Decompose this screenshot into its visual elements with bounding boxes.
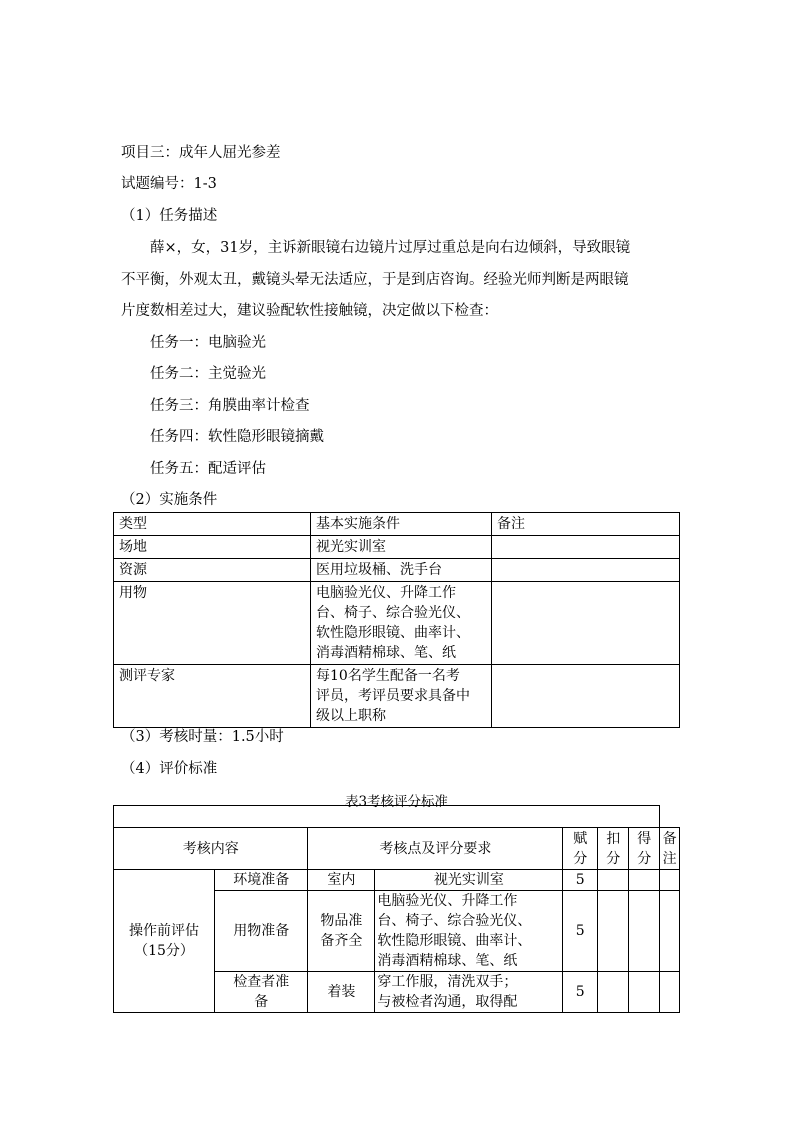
cell-type: 用物 — [114, 582, 311, 665]
cell-deduct — [598, 891, 629, 972]
cell-note — [492, 582, 680, 665]
header-score: 赋 分 — [563, 828, 598, 870]
header-content: 考核内容 — [114, 828, 308, 870]
table-header-row — [114, 828, 680, 870]
cell-item: 着装 — [308, 972, 375, 1013]
cell-item: 物品准 备齐全 — [308, 891, 375, 972]
table-blank-row — [114, 806, 680, 828]
table-caption: 表3考核评分标准 — [344, 794, 449, 810]
header-note: 备注 — [492, 513, 680, 536]
group-points: （15分） — [134, 943, 194, 959]
group-cell — [114, 870, 215, 1013]
table-row — [114, 582, 680, 665]
cell-remark — [660, 972, 680, 1013]
cell-type: 场地 — [114, 536, 311, 559]
cell-category: 用物准备 — [215, 891, 308, 972]
cell-item: 室内 — [308, 870, 375, 891]
cell-condition — [311, 665, 492, 728]
cell-line: 级以上职称 — [316, 708, 386, 724]
table-row — [114, 870, 680, 891]
cell-category: 环境准备 — [215, 870, 308, 891]
cell-line: 消毒酒精棉球、笔、纸 — [316, 645, 456, 661]
header-remark: 备 注 — [660, 828, 680, 870]
task-item: 任务一：电脑验光 — [150, 335, 266, 351]
cell-line: 评员，考评员要求具备中 — [316, 688, 470, 704]
header-points: 考核点及评分要求 — [308, 828, 563, 870]
description-line-3: 片度数相差过大，建议验配软性接触镜，决定做以下检查： — [121, 303, 498, 319]
cell-score: 5 — [563, 870, 598, 891]
group-label: 操作前评估 — [129, 923, 199, 939]
cell-line: 电脑验光仪、升降工作 — [316, 585, 456, 601]
cell-obtained — [629, 891, 660, 972]
table-row — [114, 665, 680, 728]
section-duration: （3）考核时量：1.5小时 — [121, 729, 284, 745]
table-row — [114, 559, 680, 582]
header-obtained: 得 分 — [629, 828, 660, 870]
scoring-table — [113, 805, 680, 1013]
cell-note — [492, 559, 680, 582]
task-item: 任务二：主觉验光 — [150, 366, 266, 382]
header-deduct: 扣 分 — [598, 828, 629, 870]
cell-type: 资源 — [114, 559, 311, 582]
cell-detail: 穿工作服，清洗双手； 与被检者沟通，取得配 — [375, 972, 563, 1013]
cell-type: 测评专家 — [114, 665, 311, 728]
cell-condition — [311, 582, 492, 665]
table-row — [114, 536, 680, 559]
cell-score: 5 — [563, 891, 598, 972]
cell-note — [492, 536, 680, 559]
cell-line: 软性隐形眼镜、曲率计、 — [316, 625, 470, 641]
item-number: 试题编号：1-3 — [121, 176, 217, 192]
cell-deduct — [598, 870, 629, 891]
task-item: 任务四：软性隐形眼镜摘戴 — [150, 429, 324, 445]
header-type: 类型 — [114, 513, 311, 536]
task-item: 任务五：配适评估 — [150, 461, 266, 477]
cell-condition: 视光实训室 — [311, 536, 492, 559]
description-line-2: 不平衡，外观太丑，戴镜头晕无法适应，于是到店咨询。经验光师判断是两眼镜 — [121, 272, 629, 288]
cell-line: 每10名学生配备一名考 — [316, 668, 460, 684]
cell-remark — [660, 870, 680, 891]
cell-deduct — [598, 972, 629, 1013]
section-criteria-title: （4）评价标准 — [121, 761, 218, 777]
section-conditions-title: （2）实施条件 — [121, 492, 218, 508]
cell-line: 台、椅子、综合验光仪、 — [316, 605, 470, 621]
cell-detail: 视光实训室 — [375, 870, 563, 891]
cell-condition: 医用垃圾桶、洗手台 — [311, 559, 492, 582]
task-item: 任务三：角膜曲率计检查 — [150, 398, 310, 414]
description-line-1: 薛×，女，31岁，主诉新眼镜右边镜片过厚过重总是向右边倾斜，导致眼镜 — [150, 240, 631, 256]
cell-score: 5 — [563, 972, 598, 1013]
cell-remark — [660, 891, 680, 972]
cell-category: 检查者准 备 — [215, 972, 308, 1013]
cell-note — [492, 665, 680, 728]
project-title: 项目三：成年人屈光参差 — [121, 145, 281, 161]
blank-cell — [114, 806, 660, 828]
section-task-description-title: （1）任务描述 — [121, 208, 218, 224]
cell-obtained — [629, 972, 660, 1013]
table-header-row — [114, 513, 680, 536]
cell-obtained — [629, 870, 660, 891]
conditions-table — [113, 512, 680, 728]
header-condition: 基本实施条件 — [311, 513, 492, 536]
cell-detail: 电脑验光仪、升降工作 台、椅子、综合验光仪、 软性隐形眼镜、曲率计、 消毒酒精棉球、笔、纸 — [375, 891, 563, 972]
